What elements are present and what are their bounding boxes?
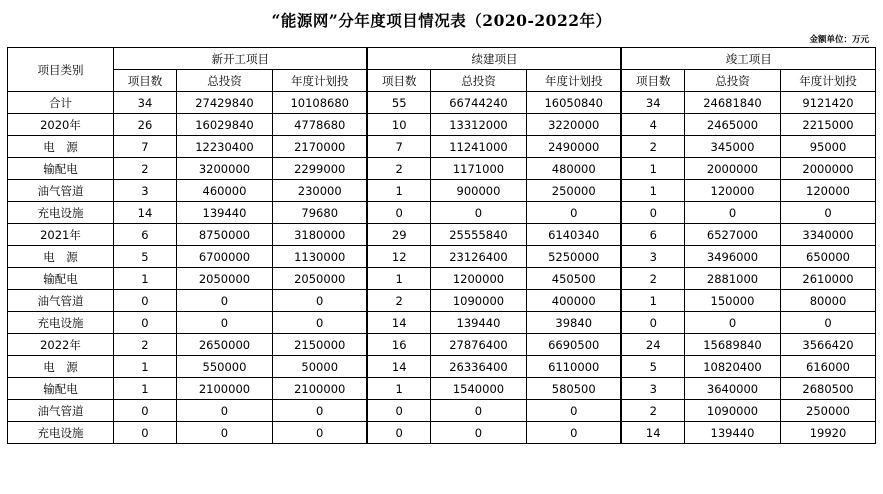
header-sub-7: 总投资 <box>684 70 780 92</box>
table-cell: 3566420 <box>780 334 875 356</box>
table-cell: 120000 <box>780 180 875 202</box>
table-cell: 14 <box>621 422 684 444</box>
table-cell: 1 <box>113 356 176 378</box>
table-cell: 0 <box>272 312 367 334</box>
header-sub-6: 项目数 <box>621 70 684 92</box>
header-sub-0: 项目数 <box>113 70 176 92</box>
table-row <box>7 158 875 180</box>
table-cell: 34 <box>621 92 684 114</box>
table-cell: 1 <box>367 180 430 202</box>
table-cell: 7 <box>367 136 430 158</box>
table-cell: 2050000 <box>176 268 272 290</box>
header-sub-8: 年度计划投 <box>780 70 875 92</box>
row-label: 2021年 <box>7 224 113 246</box>
table-cell: 2299000 <box>272 158 367 180</box>
table-cell: 139440 <box>684 422 780 444</box>
table-cell: 1090000 <box>430 290 526 312</box>
table-cell: 10108680 <box>272 92 367 114</box>
table-cell: 1540000 <box>430 378 526 400</box>
table-cell: 4 <box>621 114 684 136</box>
table-cell: 0 <box>780 312 875 334</box>
table-cell: 2 <box>621 136 684 158</box>
table-cell: 139440 <box>176 202 272 224</box>
table-cell: 120000 <box>684 180 780 202</box>
row-label: 输配电 <box>7 378 113 400</box>
table-cell: 39840 <box>526 312 621 334</box>
table-cell: 0 <box>176 312 272 334</box>
table-cell: 0 <box>526 400 621 422</box>
table-cell: 6 <box>113 224 176 246</box>
table-cell: 2 <box>367 290 430 312</box>
table-cell: 0 <box>430 202 526 224</box>
table-cell: 0 <box>367 202 430 224</box>
table-cell: 1 <box>621 290 684 312</box>
table-cell: 2650000 <box>176 334 272 356</box>
project-summary-table <box>7 47 876 444</box>
table-cell: 230000 <box>272 180 367 202</box>
table-cell: 24681840 <box>684 92 780 114</box>
table-cell: 9121420 <box>780 92 875 114</box>
table-cell: 23126400 <box>430 246 526 268</box>
table-cell: 16 <box>367 334 430 356</box>
table-cell: 2 <box>113 334 176 356</box>
table-cell: 2 <box>367 158 430 180</box>
table-cell: 5 <box>621 356 684 378</box>
table-cell: 0 <box>430 400 526 422</box>
table-cell: 2050000 <box>272 268 367 290</box>
row-label: 电 源 <box>7 356 113 378</box>
table-cell: 24 <box>621 334 684 356</box>
row-label: 输配电 <box>7 268 113 290</box>
table-cell: 450500 <box>526 268 621 290</box>
row-label: 充电设施 <box>7 422 113 444</box>
table-cell: 0 <box>367 422 430 444</box>
table-cell: 6527000 <box>684 224 780 246</box>
table-cell: 480000 <box>526 158 621 180</box>
table-cell: 12 <box>367 246 430 268</box>
table-cell: 29 <box>367 224 430 246</box>
header-group-new: 新开工项目 <box>113 48 367 70</box>
table-cell: 0 <box>526 202 621 224</box>
table-cell: 1 <box>113 378 176 400</box>
table-cell: 19920 <box>780 422 875 444</box>
table-cell: 250000 <box>526 180 621 202</box>
table-row <box>7 136 875 158</box>
table-cell: 55 <box>367 92 430 114</box>
table-cell: 900000 <box>430 180 526 202</box>
table-row <box>7 334 875 356</box>
table-row <box>7 290 875 312</box>
table-cell: 8750000 <box>176 224 272 246</box>
unit-note: 金额单位：万元 <box>809 35 869 45</box>
table-row <box>7 224 875 246</box>
table-cell: 139440 <box>430 312 526 334</box>
table-cell: 616000 <box>780 356 875 378</box>
table-cell: 6 <box>621 224 684 246</box>
table-cell: 0 <box>780 202 875 224</box>
table-row <box>7 422 875 444</box>
table-cell: 0 <box>684 202 780 224</box>
table-cell: 27429840 <box>176 92 272 114</box>
table-cell: 3640000 <box>684 378 780 400</box>
table-cell: 400000 <box>526 290 621 312</box>
table-cell: 14 <box>367 312 430 334</box>
table-cell: 3496000 <box>684 246 780 268</box>
table-row <box>7 202 875 224</box>
table-cell: 2100000 <box>272 378 367 400</box>
table-cell: 27876400 <box>430 334 526 356</box>
table-cell: 2 <box>621 268 684 290</box>
table-cell: 26 <box>113 114 176 136</box>
row-label: 电 源 <box>7 246 113 268</box>
table-cell: 4778680 <box>272 114 367 136</box>
table-cell: 10 <box>367 114 430 136</box>
table-cell: 2 <box>621 400 684 422</box>
table-cell: 1 <box>621 180 684 202</box>
row-label: 2020年 <box>7 114 113 136</box>
row-label: 2022年 <box>7 334 113 356</box>
table-cell: 650000 <box>780 246 875 268</box>
table-cell: 0 <box>684 312 780 334</box>
table-row <box>7 114 875 136</box>
table-cell: 14 <box>367 356 430 378</box>
table-cell: 1171000 <box>430 158 526 180</box>
table-cell: 25555840 <box>430 224 526 246</box>
table-cell: 1200000 <box>430 268 526 290</box>
table-cell: 1 <box>113 268 176 290</box>
table-cell: 0 <box>272 422 367 444</box>
row-label: 输配电 <box>7 158 113 180</box>
table-cell: 3220000 <box>526 114 621 136</box>
table-row <box>7 246 875 268</box>
table-cell: 13312000 <box>430 114 526 136</box>
table-cell: 0 <box>113 400 176 422</box>
table-cell: 0 <box>272 400 367 422</box>
table-cell: 345000 <box>684 136 780 158</box>
table-cell: 79680 <box>272 202 367 224</box>
row-label: 充电设施 <box>7 312 113 334</box>
table-cell: 1090000 <box>684 400 780 422</box>
table-cell: 0 <box>621 202 684 224</box>
table-cell: 3 <box>621 246 684 268</box>
table-cell: 16050840 <box>526 92 621 114</box>
table-cell: 250000 <box>780 400 875 422</box>
table-cell: 2000000 <box>684 158 780 180</box>
table-cell: 150000 <box>684 290 780 312</box>
table-cell: 1 <box>367 378 430 400</box>
table-cell: 34 <box>113 92 176 114</box>
table-row <box>7 92 875 114</box>
row-label: 油气管道 <box>7 290 113 312</box>
header-sub-1: 总投资 <box>176 70 272 92</box>
table-row <box>7 180 875 202</box>
table-body <box>7 92 875 444</box>
table-cell: 14 <box>113 202 176 224</box>
table-cell: 50000 <box>272 356 367 378</box>
table-cell: 0 <box>272 290 367 312</box>
table-cell: 2465000 <box>684 114 780 136</box>
table-cell: 10820400 <box>684 356 780 378</box>
table-cell: 5 <box>113 246 176 268</box>
table-cell: 2170000 <box>272 136 367 158</box>
table-cell: 0 <box>113 312 176 334</box>
table-cell: 2881000 <box>684 268 780 290</box>
header-sub-3: 项目数 <box>367 70 430 92</box>
table-cell: 2 <box>113 158 176 180</box>
table-cell: 2150000 <box>272 334 367 356</box>
header-sub-5: 年度计划投 <box>526 70 621 92</box>
row-label: 电 源 <box>7 136 113 158</box>
table-row <box>7 356 875 378</box>
row-label: 合计 <box>7 92 113 114</box>
table-cell: 3340000 <box>780 224 875 246</box>
table-cell: 0 <box>113 422 176 444</box>
header-row-groups <box>7 48 875 70</box>
header-sub-4: 总投资 <box>430 70 526 92</box>
table-cell: 3 <box>621 378 684 400</box>
table-cell: 15689840 <box>684 334 780 356</box>
table-cell: 3180000 <box>272 224 367 246</box>
table-cell: 6690500 <box>526 334 621 356</box>
table-cell: 2100000 <box>176 378 272 400</box>
header-group-completed: 竣工项目 <box>621 48 875 70</box>
table-cell: 2490000 <box>526 136 621 158</box>
header-group-ongoing: 续建项目 <box>367 48 621 70</box>
table-cell: 0 <box>176 290 272 312</box>
table-cell: 0 <box>176 422 272 444</box>
table-cell: 6700000 <box>176 246 272 268</box>
table-cell: 95000 <box>780 136 875 158</box>
table-cell: 1130000 <box>272 246 367 268</box>
row-label: 油气管道 <box>7 400 113 422</box>
table-row <box>7 268 875 290</box>
table-cell: 3 <box>113 180 176 202</box>
header-row-subs <box>7 70 875 92</box>
table-cell: 2680500 <box>780 378 875 400</box>
table-cell: 0 <box>367 400 430 422</box>
table-cell: 66744240 <box>430 92 526 114</box>
table-cell: 6140340 <box>526 224 621 246</box>
table-cell: 0 <box>526 422 621 444</box>
table-cell: 26336400 <box>430 356 526 378</box>
row-label: 充电设施 <box>7 202 113 224</box>
table-cell: 16029840 <box>176 114 272 136</box>
table-cell: 11241000 <box>430 136 526 158</box>
table-cell: 0 <box>113 290 176 312</box>
table-row <box>7 378 875 400</box>
header-category: 项目类别 <box>7 48 113 92</box>
table-cell: 550000 <box>176 356 272 378</box>
table-cell: 6110000 <box>526 356 621 378</box>
table-cell: 1 <box>367 268 430 290</box>
table-cell: 2215000 <box>780 114 875 136</box>
table-cell: 3200000 <box>176 158 272 180</box>
table-cell: 0 <box>176 400 272 422</box>
table-cell: 2000000 <box>780 158 875 180</box>
table-cell: 5250000 <box>526 246 621 268</box>
table-cell: 80000 <box>780 290 875 312</box>
table-cell: 2610000 <box>780 268 875 290</box>
header-sub-2: 年度计划投 <box>272 70 367 92</box>
table-cell: 7 <box>113 136 176 158</box>
row-label: 油气管道 <box>7 180 113 202</box>
table-cell: 1 <box>621 158 684 180</box>
table-cell: 580500 <box>526 378 621 400</box>
page-title: “能源网”分年度项目情况表（2020-2022年） <box>271 11 612 30</box>
table-cell: 460000 <box>176 180 272 202</box>
table-cell: 12230400 <box>176 136 272 158</box>
table-row <box>7 400 875 422</box>
table-row <box>7 312 875 334</box>
table-cell: 0 <box>430 422 526 444</box>
table-head <box>7 48 875 92</box>
table-cell: 0 <box>621 312 684 334</box>
